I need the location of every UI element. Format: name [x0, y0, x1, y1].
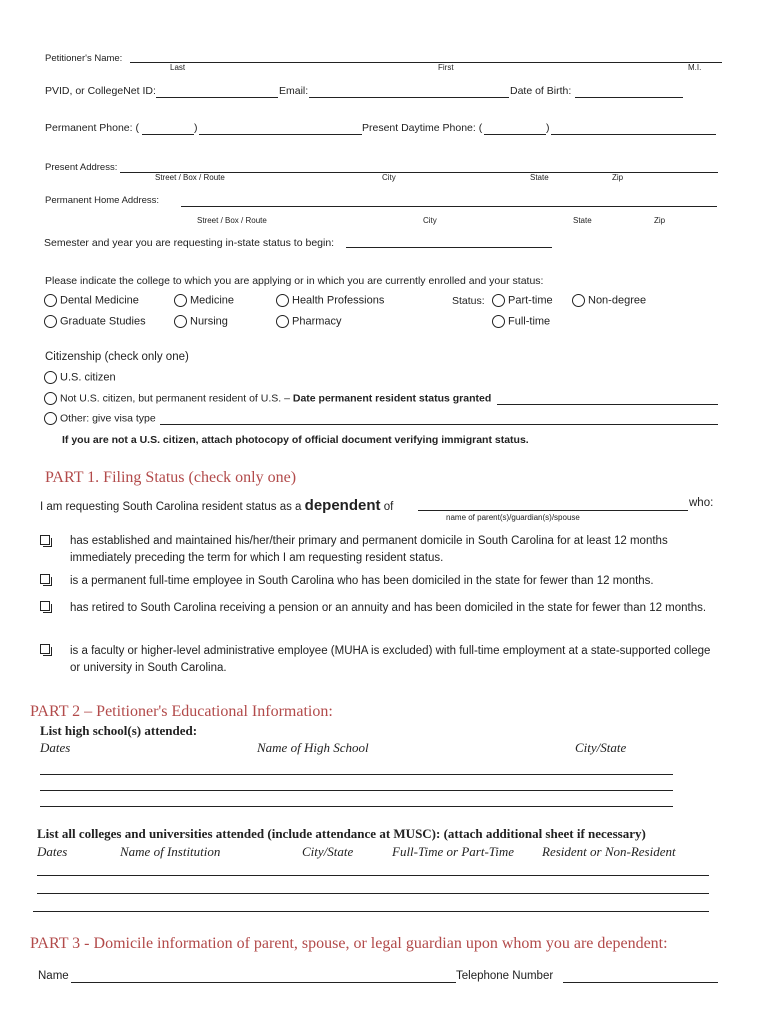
- checkbox-faculty[interactable]: [40, 644, 50, 654]
- home-state-caption: State: [573, 216, 592, 225]
- part2-heading: PART 2 – Petitioner's Educational Information:: [30, 703, 333, 720]
- radio-dental-medicine[interactable]: Dental Medicine: [44, 294, 139, 307]
- hs-col-city: City/State: [575, 740, 627, 755]
- paren-close-2: ): [546, 122, 550, 134]
- status-label: Status:: [452, 295, 485, 307]
- high-school-row-1[interactable]: [40, 774, 673, 775]
- email-field[interactable]: [309, 97, 509, 98]
- radio-permanent-resident[interactable]: Not U.S. citizen, but permanent resident of U.S. – Date permanent resident status granted: [44, 392, 491, 405]
- hs-col-dates: Dates: [40, 740, 71, 755]
- radio-circle-icon: [276, 294, 289, 307]
- dob-field[interactable]: [575, 97, 683, 98]
- radio-full-time[interactable]: Full-time: [492, 315, 550, 328]
- permanent-phone-field[interactable]: [199, 134, 362, 135]
- radio-part-time[interactable]: Part-time: [492, 294, 553, 307]
- high-school-row-2[interactable]: [40, 790, 673, 791]
- radio-circle-icon: [492, 315, 505, 328]
- part3-heading: PART 3 - Domicile information of parent, spouse, or legal guardian upon whom you are dependent:: [30, 935, 668, 952]
- petitioner-name-field[interactable]: [130, 62, 722, 63]
- mi-caption: M.I.: [688, 63, 702, 72]
- college-row-1[interactable]: [37, 875, 709, 876]
- radio-circle-icon: [44, 412, 57, 425]
- radio-circle-icon: [572, 294, 585, 307]
- radio-circle-icon: [174, 294, 187, 307]
- paren-close: ): [194, 122, 198, 134]
- college-col-institution: Name of Institution: [120, 844, 221, 859]
- home-address-label: Permanent Home Address:: [45, 195, 160, 206]
- radio-nursing[interactable]: Nursing: [174, 315, 228, 328]
- home-city-caption: City: [423, 216, 437, 225]
- radio-circle-icon: [174, 315, 187, 328]
- radio-circle-icon: [44, 371, 57, 384]
- who-label: who:: [689, 497, 714, 509]
- street-caption: Street / Box / Route: [155, 173, 225, 182]
- radio-health-professions[interactable]: Health Professions: [276, 294, 384, 307]
- part1-item-2: is a permanent full-time employee in South Carolina who has been domiciled in the state for fewer than 12 months.: [70, 575, 654, 587]
- part3-phone-field[interactable]: [563, 982, 718, 983]
- radio-circle-icon: [492, 294, 505, 307]
- radio-graduate-studies[interactable]: Graduate Studies: [44, 315, 146, 328]
- daytime-phone-area-field[interactable]: [484, 134, 546, 135]
- city-caption: City: [382, 173, 396, 182]
- present-address-label: Present Address:: [45, 162, 118, 173]
- checkbox-fulltime-employee[interactable]: [40, 574, 50, 584]
- pvid-label: PVID, or CollegeNet ID:: [45, 85, 156, 97]
- dob-label: Date of Birth:: [510, 85, 572, 97]
- part1-item-4: is a faculty or higher-level administrative employee (MUHA is excluded) with full-time employment at a state-supported college or university in South Carolina.: [70, 645, 711, 674]
- zip-caption: Zip: [612, 173, 624, 182]
- dependent-name-field[interactable]: [418, 510, 688, 511]
- pvid-field[interactable]: [156, 97, 278, 98]
- home-address-field[interactable]: [181, 206, 717, 207]
- permanent-phone-area-field[interactable]: [142, 134, 194, 135]
- college-prompt: Please indicate the college to which you are applying or in which you are currently enrolled and your status:: [45, 275, 544, 287]
- daytime-phone-label: Present Daytime Phone: (: [362, 122, 483, 134]
- petitioner-name-label: Petitioner's Name:: [45, 53, 123, 64]
- college-col-dates: Dates: [37, 844, 68, 859]
- college-col-resident: Resident or Non-Resident: [542, 844, 676, 859]
- high-school-label: List high school(s) attended:: [40, 723, 198, 738]
- colleges-label: List all colleges and universities attended (include attendance at MUSC): (attach additional sheet if necessary): [37, 826, 646, 841]
- daytime-phone-field[interactable]: [551, 134, 716, 135]
- part3-name-label: Name: [38, 970, 69, 982]
- citizenship-heading: Citizenship (check only one): [45, 351, 189, 363]
- permanent-phone-label: Permanent Phone: (: [45, 122, 139, 134]
- home-street-caption: Street / Box / Route: [197, 216, 267, 225]
- part1-item-3: has retired to South Carolina receiving a pension or an annuity and has been domiciled in the state for fewer than 12 months.: [70, 602, 707, 614]
- college-row-2[interactable]: [37, 893, 709, 894]
- part1-item-1: has established and maintained his/her/their primary and permanent domicile in South Carolina for at least 12 months immediately preceding the term for which I am requesting resident status.: [70, 535, 668, 564]
- semester-field[interactable]: [346, 247, 552, 248]
- radio-circle-icon: [44, 315, 57, 328]
- checkbox-retired[interactable]: [40, 601, 50, 611]
- radio-circle-icon: [44, 294, 57, 307]
- first-caption: First: [438, 63, 454, 72]
- part3-name-field[interactable]: [71, 982, 456, 983]
- checkbox-domicile-12-months[interactable]: [40, 535, 50, 545]
- radio-other-visa[interactable]: Other: give visa type: [44, 412, 156, 425]
- radio-non-degree[interactable]: Non-degree: [572, 294, 646, 307]
- last-caption: Last: [170, 63, 186, 72]
- part1-intro: I am requesting South Carolina resident status as a dependent of: [40, 497, 394, 514]
- college-row-3[interactable]: [33, 911, 709, 912]
- email-label: Email:: [279, 85, 309, 97]
- college-col-fulltime: Full-Time or Part-Time: [392, 844, 515, 859]
- state-caption: State: [530, 173, 549, 182]
- radio-pharmacy[interactable]: Pharmacy: [276, 315, 342, 328]
- radio-medicine[interactable]: Medicine: [174, 294, 234, 307]
- dependent-name-caption: name of parent(s)/guardian(s)/spouse: [446, 513, 580, 522]
- radio-us-citizen[interactable]: U.S. citizen: [44, 371, 116, 384]
- semester-label: Semester and year you are requesting in-state status to begin:: [44, 237, 335, 249]
- radio-circle-icon: [276, 315, 289, 328]
- resident-date-field[interactable]: [497, 404, 718, 405]
- citizenship-note: If you are not a U.S. citizen, attach photocopy of official document verifying immigrant status.: [62, 434, 529, 446]
- visa-type-field[interactable]: [160, 424, 718, 425]
- part3-phone-label: Telephone Number: [456, 970, 554, 982]
- high-school-row-3[interactable]: [40, 806, 673, 807]
- hs-col-name: Name of High School: [257, 740, 369, 755]
- radio-circle-icon: [44, 392, 57, 405]
- part1-heading: PART 1. Filing Status (check only one): [45, 469, 297, 486]
- home-zip-caption: Zip: [654, 216, 666, 225]
- college-col-city: City/State: [302, 844, 354, 859]
